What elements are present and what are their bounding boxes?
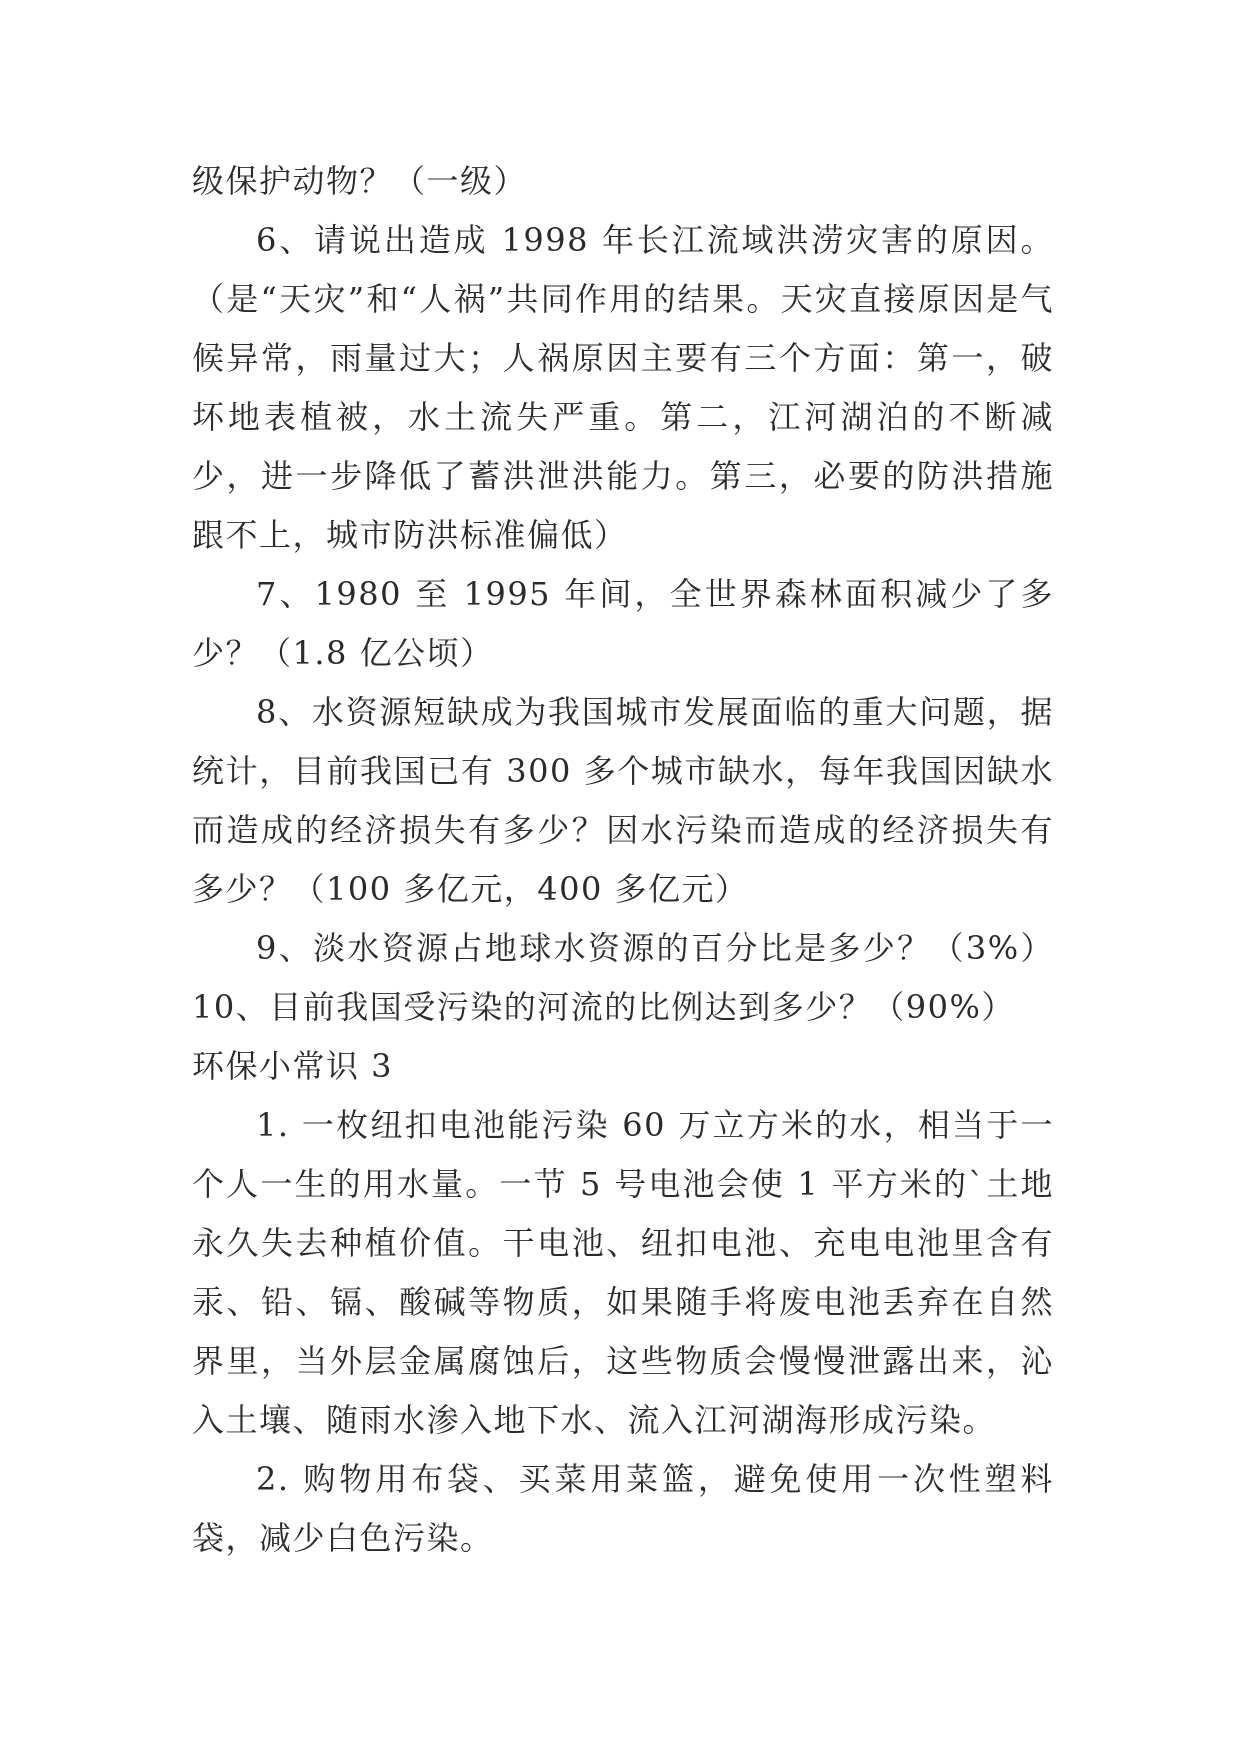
- tip-2: 2. 购物用布袋、买菜用菜篮，避免使用一次性塑料袋，减少白色污染。: [192, 1460, 1054, 1557]
- question-9-10: 9、淡水资源占地球水资源的百分比是多少？（3%） 10、目前我国受污染的河流的比例达到多少？（90%）: [192, 929, 1054, 1026]
- document-body: [192, 152, 1054, 1568]
- question-6: 6、请说出造成 1998 年长江流域洪涝灾害的原因。（是“天灾”和“人祸”共同作用的结果。天灾直接原因是气候异常，雨量过大；人祸原因主要有三个方面：第一，破坏地表植被，水土流失严重。第二，江河湖泊的不断减少，进一步降低了蓄洪泄洪能力。第三，必要的防洪措施跟不上，城市防洪标准偏低）: [192, 221, 1054, 554]
- question-7: 7、1980 至 1995 年间，全世界森林面积减少了多少？（1.8 亿公顷）: [192, 575, 1054, 672]
- tip-1: 1. 一枚纽扣电池能污染 60 万立方米的水，相当于一个人一生的用水量。一节 5 号电池会使 1 平方米的`土地永久失去种植价值。干电池、纽扣电池、充电电池里含有汞、铅、镉、酸碱等物质，如果随手将废电池丢弃在自然界里，当外层金属腐蚀后，这些物质会慢慢泄露出来，沁入土壤、随雨水渗入地下水、流入江河湖海形成污染。: [192, 1106, 1054, 1439]
- paragraph-continuation: 级保护动物？（一级）: [192, 162, 528, 200]
- question-8: 8、水资源短缺成为我国城市发展面临的重大问题，据统计，目前我国已有 300 多个城市缺水，每年我国因缺水而造成的经济损失有多少？因水污染而造成的经济损失有多少？（100 多亿元，400 多亿元）: [192, 693, 1054, 908]
- section-heading: 环保小常识 3: [192, 1047, 394, 1085]
